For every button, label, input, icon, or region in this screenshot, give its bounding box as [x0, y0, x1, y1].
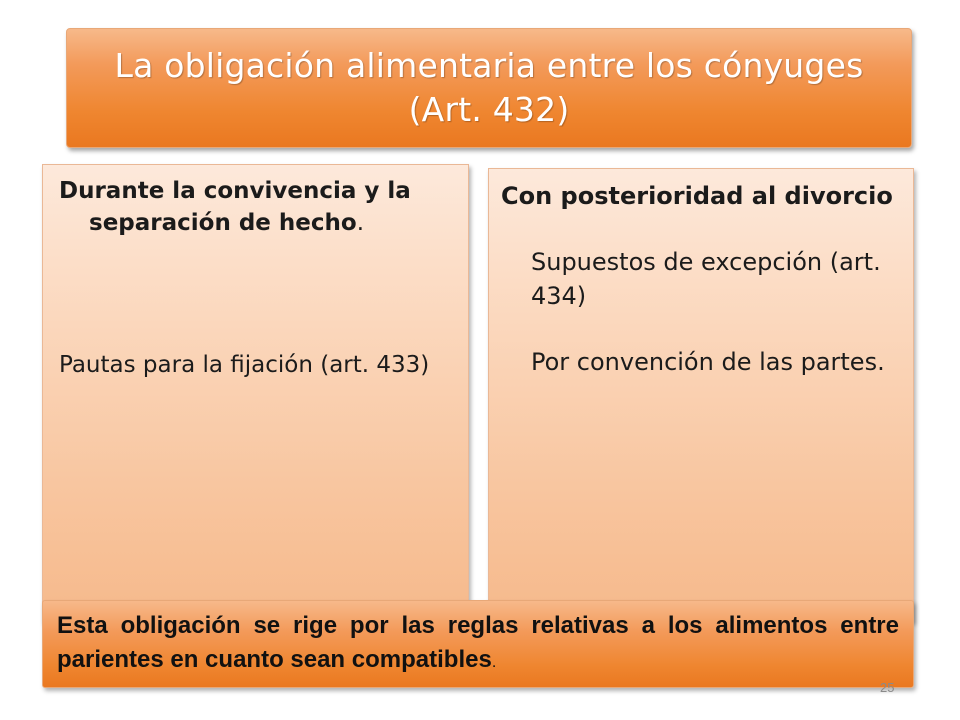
right-panel-heading [501, 179, 899, 213]
left-panel-heading-period: . [356, 210, 365, 236]
footer-note [57, 609, 899, 680]
footer-note-text: Esta obligación se rige por las reglas relativas a los alimentos entre parientes en cuanto sean compatibles [57, 612, 899, 673]
left-content-panel [42, 164, 469, 622]
slide-title: La obligación alimentaria entre los cónyuges (Art. 432) [114, 46, 864, 129]
right-panel-item-2: Por convención de las partes. [531, 348, 885, 376]
footer-note-period: . [491, 654, 497, 671]
footer-note-box [42, 600, 914, 688]
left-panel-item: Pautas para la fijación (art. 433) [59, 352, 430, 378]
right-panel-item-1: Supuestos de excepción (art. 434) [531, 248, 881, 310]
slide-title-box [66, 28, 912, 148]
left-panel-heading [59, 175, 454, 239]
right-panel-heading-bold: Con posterioridad al divorcio [501, 182, 893, 210]
left-panel-heading-bold: Durante la convivencia y la separación de hecho [59, 178, 411, 236]
slide-page-number: 25 [880, 680, 895, 695]
right-content-panel [488, 168, 914, 622]
